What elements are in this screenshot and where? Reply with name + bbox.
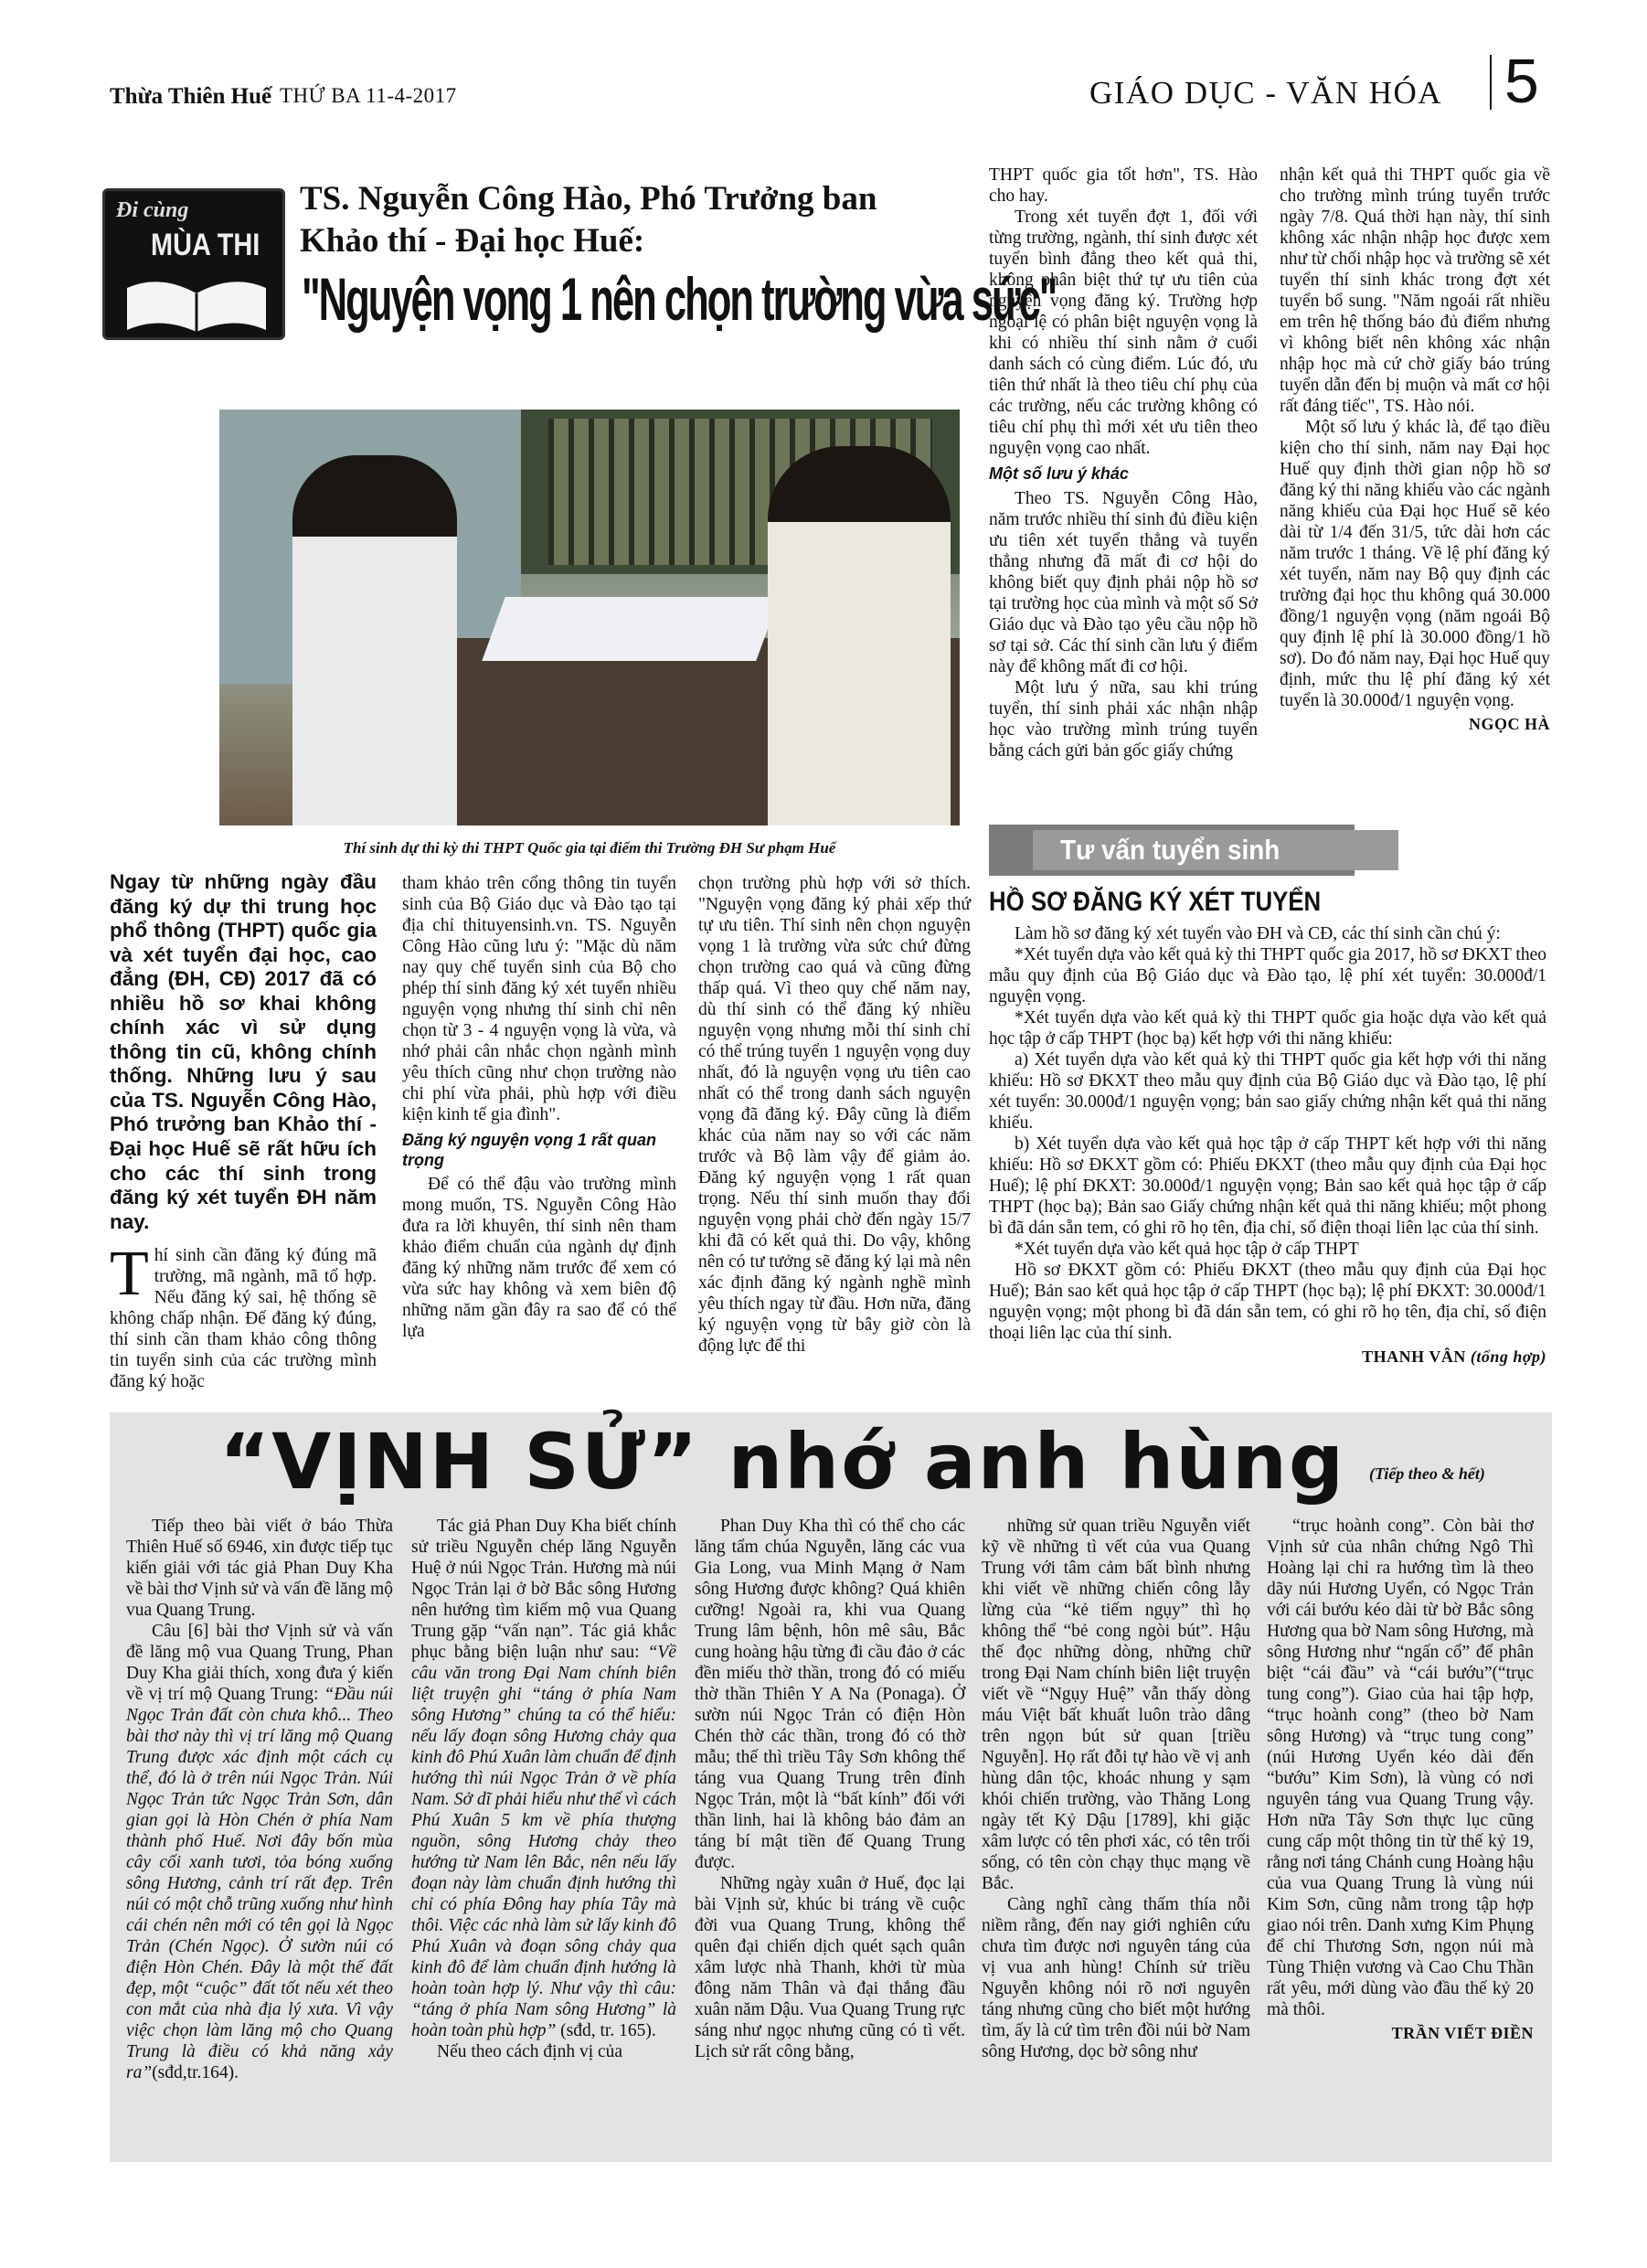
article1-byline: NGỌC HÀ [1469, 715, 1550, 733]
sidebar-title: HỒ SƠ ĐĂNG KÝ XÉT TUYỂN [989, 887, 1322, 917]
paragraph: Càng nghĩ càng thấm thía nỗi niềm rằng, đến nay giới nghiên cứu chưa tìm được nơi nguyên táng của vị vua anh hùng! Chính sử triều Nguyễn không nói rõ nơi nguyên táng nhưng cũng cho biết một hướng tìm, ấy là cứ tìm trên đồi núi bờ Nam sông Hương, dọc bờ sông như [982, 1895, 1250, 2061]
photo-officer [768, 446, 951, 825]
exam-photo [219, 410, 960, 825]
col4-para-4: Một lưu ý nữa, sau khi trúng tuyển, thí sinh phải xác nhận nhập học vào trường mình trúng tuyển bằng cách gửi bản gốc giấy chứng [989, 677, 1258, 761]
paragraph: Nếu theo cách định vị của [437, 2042, 623, 2061]
article-kicker-1: TS. Nguyễn Công Hào, Phó Trưởng ban [300, 180, 877, 218]
season-badge [102, 188, 285, 340]
article2-col2 [411, 1516, 676, 2062]
drop-cap: T [110, 1239, 149, 1310]
article2-headline: “VỊNH SỬ” nhớ anh hùng [219, 1417, 1346, 1507]
sidebar-para-4: b) Xét tuyển dựa vào kết quả học tập ở cấp THPT kết hợp với thi năng khiếu: Hồ sơ ĐKXT gồm có: Phiếu ĐKXT (theo mẫu quy định của Đại học Huế); lệ phí ĐKXT: 30.000đ/1 nguyện vọng; Bản sao kết quả học tập ở cấp THPT (học bạ); Bản sao Giấy chứng nhận kết quả thi năng khiếu; một phong bì đã dán sẵn tem, có ghi rõ họ tên, địa chỉ, số điện thoại liên lạc của thí sinh. [989, 1134, 1546, 1238]
badge-line1: Đi cùng [116, 198, 189, 222]
col1-body: hí sinh cần đăng ký đúng mã trường, mã ngành, mã tổ hợp. Nếu đăng ký sai, hệ thống sẽ không chấp nhận. Để đăng ký đúng, thí sinh cần tham khảo công thông tin tuyển sinh của các trường mình đăng ký hoặc [110, 1246, 377, 1392]
col4-subhead: Một số lưu ý khác [989, 464, 1129, 483]
page-number: 5 [1504, 47, 1539, 116]
photo-student [292, 455, 457, 825]
article-lead: Ngay từ những ngày đầu đăng ký dự thi trung học phổ thông (THPT) quốc gia và xét tuyển đại học, cao đẳng (ĐH, CĐ) 2017 đã có nhiều hồ sơ khai không chính xác vì sử dụng thông tin cũ, không chính thống. Những lưu ý sau của TS. Nguyễn Công Hào, Phó trưởng ban Khảo thí - Đại học Huế sẽ rất hữu ích cho các thí sinh trong đăng ký xét tuyển ĐH năm nay. [110, 870, 377, 1233]
article-kicker-2: Khảo thí - Đại học Huế: [300, 222, 645, 260]
badge-line2: MÙA THI [151, 228, 260, 262]
col5-para-2: Một số lưu ý khác là, để tạo điều kiện cho thí sinh, năm nay Đại học Huế quy định thời gian nộp hồ sơ đăng ký thi năng khiếu vào các ngành năng khiếu của Đại học Huế sẽ kéo dài từ 1/4 đến 31/5, tức dài hơn các năm trước 1 tháng. Về lệ phí đăng ký xét tuyển, năm nay Bộ quy định các trường đại học thu không quá 30.000 đồng/1 nguyện vọng (năm ngoái Bộ quy định lệ phí là 30.000 đồng/1 hồ sơ). Do đó năm nay, Đại học Huế quy định, mức thu lệ phí đăng ký xét tuyển là 30.000đ/1 nguyện vọng. [1280, 418, 1550, 710]
article-headline: "Nguyện vọng 1 nên chọn trường vừa sức" [302, 265, 1057, 333]
sidebar-banner-label: Tư vấn tuyển sinh [1060, 834, 1280, 866]
article1-col2 [402, 873, 676, 1342]
section-title: GIÁO DỤC - VĂN HÓA [1089, 75, 1443, 111]
article1-col4 [989, 165, 1258, 761]
col2-subhead: Đăng ký nguyện vọng 1 rất quan trọng [402, 1131, 657, 1169]
page-divider [1490, 55, 1492, 110]
col2-para-2: Để có thể đậu vào trường mình mong muốn, TS. Nguyễn Công Hào đưa ra lời khuyên, thí sinh nên tham khảo điểm chuẩn của ngành dự định đăng ký những năm trước để xem có vừa sức hay không và xem biên độ những năm gần đây ra sao để có thể lựa [402, 1175, 676, 1342]
col5-para-1: nhận kết quả thi THPT quốc gia về cho trường mình trúng tuyển trước ngày 7/8. Quá thời hạn này, thí sinh không xác nhận nhập học được xem như từ chối nhập học và trường sẽ xét tuyển thí sinh khác trong đợt xét tuyển bổ sung. "Năm ngoái rất nhiều em trên hệ thống báo đủ điểm nhưng vì không biết nên không xác nhận nhập học mà cứ chờ giấy báo trúng tuyển dẫn đến bị muộn và mất cơ hội rất đáng tiếc", TS. Hào nói. [1280, 165, 1550, 416]
sidebar-para-1: *Xét tuyển dựa vào kết quả kỳ thi THPT quốc gia 2017, hồ sơ ĐKXT theo mẫu quy định của Bộ Giáo dục và Đào tạo, lệ phí xét tuyển: 30.000đ/1 nguyện vọng. [989, 945, 1546, 1006]
sidebar-byline: THANH VÂN (tổng hợp) [1362, 1347, 1546, 1366]
article2-col1 [126, 1516, 393, 2083]
paragraph: Tiếp theo bài viết ở báo Thừa Thiên Huế số 6946, xin được tiếp tục kiến giải với tác giả Phan Duy Kha về bài thơ Vịnh sử và vấn đề lăng mộ vua Quang Trung. [126, 1517, 393, 1620]
col4-para-1: THPT quốc gia tốt hơn", TS. Hào cho hay. [989, 165, 1258, 206]
sidebar-para-0: Làm hồ sơ đăng ký xét tuyển vào ĐH và CĐ, các thí sinh cần chú ý: [1015, 924, 1501, 943]
photo-caption: Thí sinh dự thi kỳ thi THPT Quốc gia tại điểm thi Trường ĐH Sư phạm Huế [343, 839, 836, 857]
paragraph: những sử quan triều Nguyễn viết kỹ về những tì vết của vua Quang Trung với tâm cảm bất bình nhưng khi viết về những chiến công lẫy lừng của “kẻ tiếm ngụy” thì họ không thể “bẻ cong ngòi bút”. Hậu thế đọc những dòng, những chữ trong Đại Nam chính biên liệt truyện viết về “Ngụy Huệ” vẫn thấy dòng máu Việt bất khuất luôn trào dâng trên ngọn bút sử quan [triều Nguyễn]. Họ rất đỗi tự hào về vị anh hùng dân tộc, khoác nhung y sạm khói chiến trường, vào Thăng Long ngày tết Kỷ Dậu [1789], khi giặc xâm lược có tên phơi xác, có tên trối sống, có tên còn chạy thục mạng về Bắc. [982, 1517, 1250, 1893]
paragraph: Câu [6] bài thơ Vịnh sử và vấn đề lăng mộ vua Quang Trung, Phan Duy Kha giải thích, xong đưa ý kiến về vị trí mộ Quang Trung: “Đầu núi Ngọc Trản đất còn chưa khô... Theo bài thơ này thì vị trí lăng mộ Quang Trung được xác định một cách cụ thể, đó là ở trên núi Ngọc Trản. Núi Ngọc Trản tức Ngọc Trản Sơn, dân gian gọi là Hòn Chén ở phía Nam thành phố Huế. Nơi đây bốn mùa cây cối xanh tươi, tỏa bóng xuống sông Hương, cảnh trí rất đẹp. Trên núi có một chỗ trũng xuống như hình cái chén nên mới có tên gọi là Ngọc Trản (Chén Ngọc). Ở sườn núi có điện Hòn Chén. Đây là một thế đất đẹp, một “cuộc” đất tốt nếu xét theo con mắt của nhà địa lý xưa. Vì vậy việc chọn làm lăng mộ cho Quang Trung là điều có khả năng xảy ra”(sđd,tr.164). [126, 1622, 393, 2082]
article2-col5-body [1267, 1516, 1534, 2020]
article2-headline-note: (Tiếp theo & hết) [1369, 1464, 1485, 1483]
col2-para-1: tham khảo trên cổng thông tin tuyển sinh của Bộ Giáo dục và Đào tạo tại địa chỉ thituyensinh.vn. TS. Nguyễn Công Hào cũng lưu ý: "Mặc dù năm nay quy chế tuyển sinh của Bộ cho phép thí sinh đăng ký xét tuyển nhiều nguyện vọng nhưng thí sinh chỉ nên chọn từ 3 - 4 nguyện vọng là vừa, và nhớ phải cân nhắc chọn ngành mình yêu thích cũng như chọn trường nào chi phí vừa phải, phù hợp với điều kiện kinh tế gia đình". [402, 874, 676, 1124]
sidebar-para-2: *Xét tuyển dựa vào kết quả kỳ thi THPT quốc gia hoặc dựa vào kết quả học tập ở cấp THPT (học bạ) kết hợp với thi năng khiếu: [989, 1008, 1546, 1049]
col3-para-1: chọn trường phù hợp với sở thích. "Nguyện vọng đăng ký phải xếp thứ tự ưu tiên. Thí sinh nên chọn nguyện vọng 1 là trường vừa sức chứ đừng chọn trường cao quá và cũng đừng thấp quá. Vì theo quy chế năm nay, dù thí sinh có thể đăng ký nhiều nguyện vọng nhưng mỗi thí sinh chỉ có thể trúng tuyển 1 nguyện vọng duy nhất, đó là nguyện vọng ưu tiên cao nhất có thể trong danh sách nguyện vọng đã đăng ký. Đây cũng là điểm khác của năm nay so với các năm trước và Bộ làm vậy để giảm ảo. Đăng ký nguyện vọng 1 rất quan trọng. Nếu thí sinh muốn thay đổi nguyện vọng phải chờ đến ngày 15/7 khi đã có kết quả thi. Do vậy, không nên có tư tưởng sẽ đăng ký lại mà nên xác định đăng ký ngành nghề mình yêu thích ngay từ đầu. Hơn nữa, đăng ký nguyện vọng từ bây giờ còn là động lực để thi [698, 874, 971, 1356]
paragraph: Tác giả Phan Duy Kha biết chính sử triều Nguyễn chép lăng Nguyễn Huệ ở núi Ngọc Trản. Hương mà núi Ngọc Trản lại ở bờ Bắc sông Hương nên hướng tìm kiếm mộ vua Quang Trung gặp “vấn nạn”. Tác giả khắc phục bằng biện luận như sau: “Về câu văn trong Đại Nam chính biên liệt truyện ghi “táng ở phía Nam sông Hương” chúng ta có thể hiểu: nếu lấy đoạn sông Hương chảy qua kinh đô Phú Xuân làm chuẩn để định hướng thì núi Ngọc Trản ở về phía Nam. Sở dĩ phải hiểu như thế vì cách Phú Xuân 5 km về phía thượng nguồn, sông Hương chảy theo hướng từ Nam lên Bắc, nên nếu lấy đoạn này làm chuẩn định hướng thì chỉ có phía Đông hay phía Tây mà thôi. Việc các nhà làm sử lấy kinh đô Phú Xuân và đoạn sông chảy qua kinh đô để làm chuẩn định hướng là hoàn toàn hợp lý. Như vậy thì câu: “táng ở phía Nam sông Hương” là hoàn toàn phù hợp” (sđd, tr. 165). [411, 1517, 676, 2040]
article2-col4 [982, 1516, 1250, 2062]
sidebar-banner [989, 825, 1355, 876]
sidebar-body [989, 923, 1546, 1367]
sidebar-para-3: a) Xét tuyển dựa vào kết quả kỳ thi THPT quốc gia kết hợp với thi năng khiếu: Hồ sơ ĐKXT theo mẫu quy định của Bộ Giáo dục và Đào tạo, lệ phí xét tuyển: 30.000đ/1 nguyện vọng; bản sao giấy chứng nhận kết quả thi năng khiếu. [989, 1050, 1546, 1133]
col4-para-3: Theo TS. Nguyễn Công Hào, năm trước nhiều thí sinh đủ điều kiện ưu tiên xét tuyển thẳng và tuyển thẳng nhưng đã mất đi cơ hội do không biết quy định phải nộp hồ sơ tại trường học của mình và một số Sở Giáo dục và Đào tạo yêu cầu nộp hồ sơ tại sở. Các thí sinh cần lưu ý điểm này để không mất đi cơ hội. [989, 488, 1258, 676]
paragraph: “trục hoành cong”. Còn bài thơ Vịnh sử của nhân chứng Ngô Thì Hoàng lại chỉ ra hướng tìm là theo dãy núi Hương Uyển, có Ngọc Trản với cái bướu kéo dài từ bờ Bắc sông Hương qua bờ Nam sông Hương, mà sông Hương như “ngấn cổ” để phân biệt “cái đầu” và “cái bướu”(“trục tung cong”). Giao của hai tập hợp, “trục hoành cong” (theo bờ Nam sông Hương) và “trục tung cong” (núi Hương Uyển kéo dài đến “bướu” Kim Sơn), là vùng có nơi nguyên táng vua Quang Trung vậy. Hơn nữa Tây Sơn thực lục cũng cung cấp một thông tin từ thế kỷ 19, rằng nơi táng Chánh cung Hoàng hậu của vua Quang Trung là vùng núi Kim Sơn, cũng nằm trong tập hợp giao nói trên. Danh xưng Kim Phụng để chỉ Thương Sơn, ngọn núi mà Tùng Thiện vương và Cao Chu Thần rất yêu, mới dùng vào đầu thế kỷ 20 mà thôi. [1267, 1517, 1534, 2019]
article2-byline: TRẦN VIẾT ĐIỀN [1391, 2024, 1534, 2042]
article2-col3 [695, 1516, 965, 2062]
paragraph: Những ngày xuân ở Huế, đọc lại bài Vịnh sử, khúc bi tráng về cuộc đời vua Quang Trung, không thể quên đại chiến dịch quét sạch quân xâm lược nhà Thanh, khởi từ mùa đông năm Thân và đại thắng đầu xuân năm Dậu. Vua Quang Trung rực sáng như ngọc nhưng cũng có tì vết. Lịch sử rất công bằng, [695, 1874, 965, 2061]
photo-papers [482, 597, 779, 661]
article1-col1 [110, 870, 377, 1392]
masthead-date: THỨ BA 11-4-2017 [280, 84, 457, 107]
article1-col3 [698, 873, 971, 1357]
col4-para-2: Trong xét tuyển đợt 1, đối với từng trường, ngành, thí sinh được xét tuyển bình đẳng theo kết quả thi, không phân biệt thứ tự ưu tiên của nguyện vọng đăng ký. Trường hợp ngoại lệ có phân biệt nguyện vọng là khi có nhiều thí sinh nằm ở cuối danh sách có cùng điểm. Lúc đó, ưu tiên thứ nhất là theo tiêu chí phụ của các trường, nếu các trường không có tiêu chí phụ thì mới xét ưu tiên theo nguyện vọng cao nhất. [989, 208, 1258, 458]
article1-col5 [1280, 165, 1550, 734]
book-icon [123, 275, 270, 335]
paragraph: Phan Duy Kha thì có thể cho các lăng tẩm chúa Nguyễn, lăng các vua Gia Long, vua Minh Mạng ở Nam sông Hương được không? Quá khiên cưỡng! Ngoài ra, khi vua Quang Trung lâm bệnh, hôn mê sâu, Bắc cung hoàng hậu từng đi cầu đảo ở các đền miếu thờ thần, trong đó có miếu thờ thần Thiên Y A Na (Ponaga). Ở sườn núi Ngọc Trản có điện Hòn Chén thờ các thần, trong đó có thờ mẫu; thế thì triều Tây Sơn không thể táng vua Quang Trung trên đỉnh Ngọc Trản, một là “bất kính” đối với thần linh, hai là không bảo đảm an táng bí mật tiền đế Quang Trung được. [695, 1517, 965, 1872]
sidebar-para-5: *Xét tuyển dựa vào kết quả học tập ở cấp THPT [1015, 1240, 1359, 1259]
sidebar-para-6: Hồ sơ ĐKXT gồm có: Phiếu ĐKXT (theo mẫu quy định của Đại học Huế); Bản sao kết quả học tập ở cấp THPT (học bạ); lệ phí ĐKXT: 30.000đ/1 nguyện vọng; một phong bì đã dán sẵn tem, có ghi rõ họ tên, địa chỉ, số điện thoại liên lạc của thí sinh. [989, 1261, 1546, 1343]
article2-col5 [1267, 1516, 1534, 2043]
masthead-paper: Thừa Thiên Huế [110, 84, 272, 109]
